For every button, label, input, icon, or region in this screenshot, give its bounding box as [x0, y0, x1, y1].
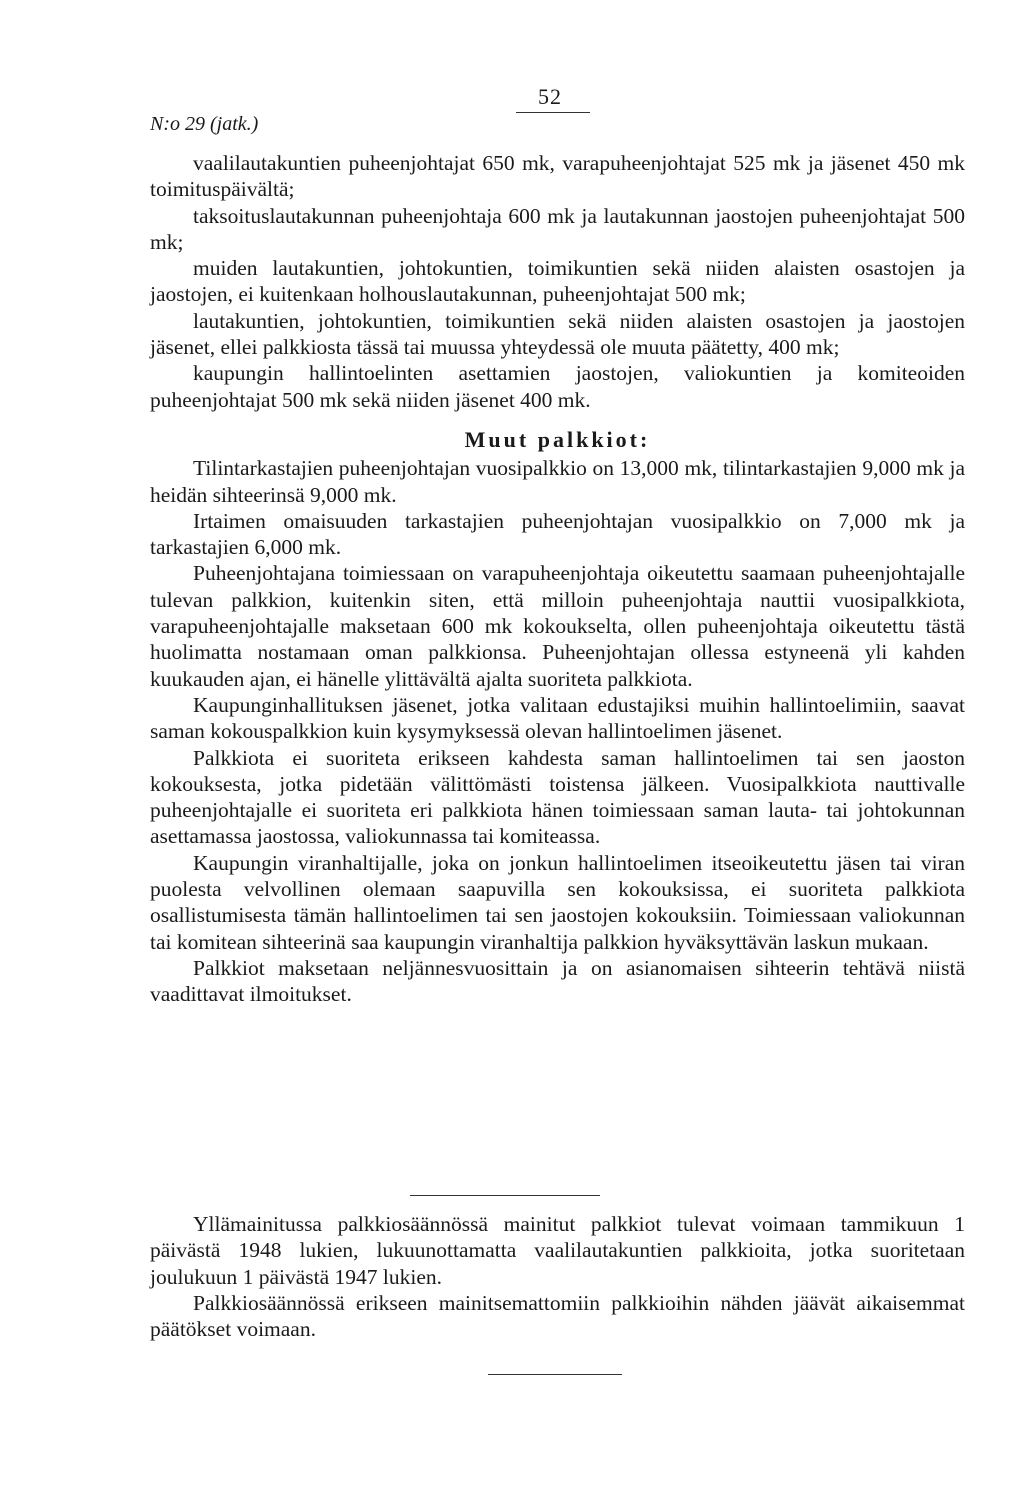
header-label: N:o 29 (jatk.): [150, 113, 259, 135]
section-paragraph: Kaupungin viranhaltijalle, joka on jonkun hallintoelimen itseoikeutettu jäsen tai viran puolesta velvollinen olemaan saapuvilla sen kokouksissa, ei suoriteta palkkiota osallistumisesta tämän hallintoelimen tai sen jaostojen kokouksiin. Toimiessaan valiokunnan tai komitean sihteerinä saa kaupungin viranhaltija palkkion hyväksyttävän laskun mukaan.: [150, 850, 965, 954]
page-number-rule: [516, 112, 590, 113]
section-heading: Muut palkkiot:: [464, 426, 651, 452]
section-paragraph: Palkkiot maksetaan neljännesvuosittain ja on asianomaisen sihteerin tehtävä niistä vaadittavat ilmoitukset.: [150, 955, 965, 1007]
closing-text: [150, 1211, 965, 1342]
page-number: 52: [538, 84, 562, 109]
section-divider: [410, 1195, 600, 1196]
closing-paragraph: Yllämainitussa palkkiosäännössä mainitut palkkiot tulevat voimaan tammikuun 1 päivästä 1948 lukien, lukuunottamatta vaalilautakuntien palkkioita, jotka suoritetaan joulukuun 1 päivästä 1947 lukien.: [150, 1212, 965, 1289]
end-divider: [488, 1374, 622, 1375]
closing-paragraph: Palkkiosäännössä erikseen mainitsemattomiin palkkioihin nähden jäävät aikaisemmat päätökset voimaan.: [150, 1290, 965, 1342]
section-paragraph: Palkkiota ei suoriteta erikseen kahdesta saman hallintoelimen tai sen jaoston kokouksesta, jotka pidetään välittömästi toistensa jälkeen. Vuosipalkkiota nauttivalle puheenjohtajalle ei suoriteta eri palkkiota hänen toimiessaan saman lauta- tai johtokunnan asettamassa jaostossa, valiokunnassa tai komiteassa.: [150, 745, 965, 849]
section-paragraph: Tilintarkastajien puheenjohtajan vuosipalkkio on 13,000 mk, tilintarkastajien 9,000 mk ja heidän sihteerinsä 9,000 mk.: [150, 456, 965, 507]
section-paragraph: Kaupunginhallituksen jäsenet, jotka valitaan edustajiksi muihin hallintoelimiin, saavat saman kokouspalkkion kuin kysymyksessä olevan hallintoelimen jäsenet.: [150, 692, 965, 744]
intro-item: lautakuntien, johtokuntien, toimikuntien sekä niiden alaisten osastojen ja jaostojen jäsenet, ellei palkkiosta tässä tai muussa yhteydessä ole muuta päätetty, 400 mk;: [150, 308, 965, 360]
intro-item: vaalilautakuntien puheenjohtajat 650 mk, varapuheenjohtajat 525 mk ja jäsenet 450 mk toimituspäivältä;: [150, 151, 965, 202]
section-paragraph: Irtaimen omaisuuden tarkastajien puheenjohtajan vuosipalkkio on 7,000 mk ja tarkastajien 6,000 mk.: [150, 508, 965, 560]
intro-item: kaupungin hallintoelinten asettamien jaostojen, valiokuntien ja komiteoiden puheenjohtajat 500 mk sekä niiden jäsenet 400 mk.: [150, 361, 965, 412]
intro-item: muiden lautakuntien, johtokuntien, toimikuntien sekä niiden alaisten osastojen ja jaostojen, ei kuitenkaan holhouslautakunnan, puheenjohtajat 500 mk;: [150, 256, 965, 307]
section-paragraph: Puheenjohtajana toimiessaan on varapuheenjohtaja oikeutettu saamaan puheenjohtajalle tulevan palkkion, kuitenkin siten, että milloin puheenjohtaja nauttii vuosipalkkiota, varapuheenjohtajalle maksetaan 600 mk kokoukselta, ollen puheenjohtaja oikeutettu tästä huolimatta nostamaan oman palkkionsa. Puheenjohtajan ollessa estyneenä yli kahden kuukauden ajan, ei hänelle ylittävältä ajalta suoriteta palkkiota.: [150, 561, 965, 691]
main-text: [150, 150, 965, 1008]
intro-item: taksoituslautakunnan puheenjohtaja 600 mk ja lautakunnan jaostojen puheenjohtajat 500 mk;: [150, 203, 965, 254]
